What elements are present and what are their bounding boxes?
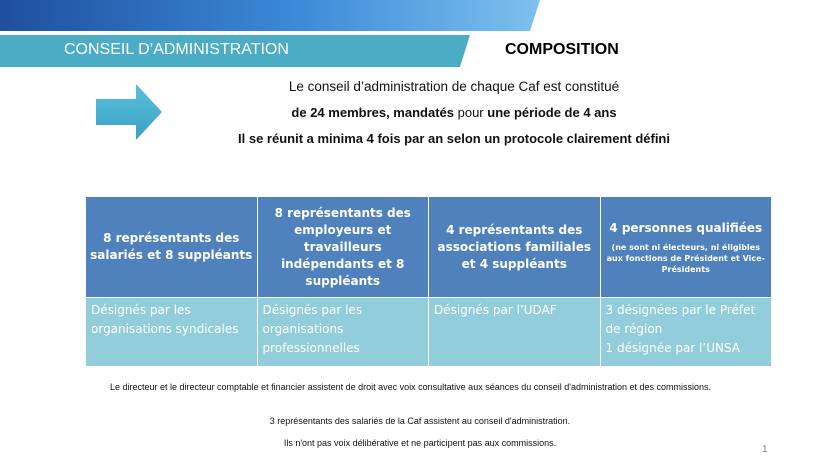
note-directeur: Le directeur et le directeur comptable et financier assistent de droit avec voix consultative aux séances du conseil d'administration et des commissions. <box>110 382 712 392</box>
header-cell-associations <box>429 197 601 298</box>
table-cell <box>429 298 601 367</box>
note-voix: Ils n'ont pas voix délibérative et ne participent pas aux commissions. <box>283 438 557 448</box>
note-representants: 3 représentants des salariés de la Caf assistent au conseil d'administration. <box>269 416 571 426</box>
header-note: (ne sont ni électeurs, ni éligibles aux fonctions de Président et Vice-Présidents <box>606 242 765 274</box>
header-text: 4 personnes qualifiées <box>609 220 763 235</box>
section-title: COMPOSITION <box>505 41 619 58</box>
header-cell-qualifiees <box>600 197 772 298</box>
cell-text: Désignés par les organisations syndicales <box>91 303 239 336</box>
cell-text: 1 désignée par l’UNSA <box>605 341 741 355</box>
table-cell <box>600 298 772 367</box>
composition-table <box>85 196 772 367</box>
table-row <box>86 298 772 367</box>
table-cell <box>86 298 258 367</box>
header-text: 8 représentants des salariés et 8 suppléants <box>90 231 253 262</box>
header-text: 4 représentants des associations familiales et 4 suppléants <box>437 222 592 271</box>
top-decorative-band <box>0 0 540 31</box>
cell-text: Désignés par l’UDAF <box>434 303 557 317</box>
cell-text: Désignés par les organisations professionnelles <box>262 303 363 355</box>
intro-period: une période de 4 ans <box>487 105 617 120</box>
intro-line-1: Le conseil d’administration de chaque Caf est constitué <box>288 79 620 94</box>
header-cell-employeurs <box>257 197 429 298</box>
table-cell <box>257 298 429 367</box>
table-header-row <box>86 197 772 298</box>
header-text: 8 représentants des employeurs et travailleurs indépendants et 8 suppléants <box>274 205 411 288</box>
intro-line-3: Il se réunit a minima 4 fois par an selon un protocole clairement défini <box>238 131 670 146</box>
right-arrow-icon <box>96 84 164 140</box>
header-cell-salaries <box>86 197 258 298</box>
page-number: 1 <box>762 444 768 455</box>
header-title: CONSEIL D’ADMINISTRATION <box>64 41 289 58</box>
intro-members: de 24 membres, mandatés <box>291 105 454 120</box>
intro-connector: pour <box>454 105 488 120</box>
cell-text: 3 désignées par le Préfet de région <box>605 303 756 336</box>
intro-line-2 <box>160 105 748 120</box>
